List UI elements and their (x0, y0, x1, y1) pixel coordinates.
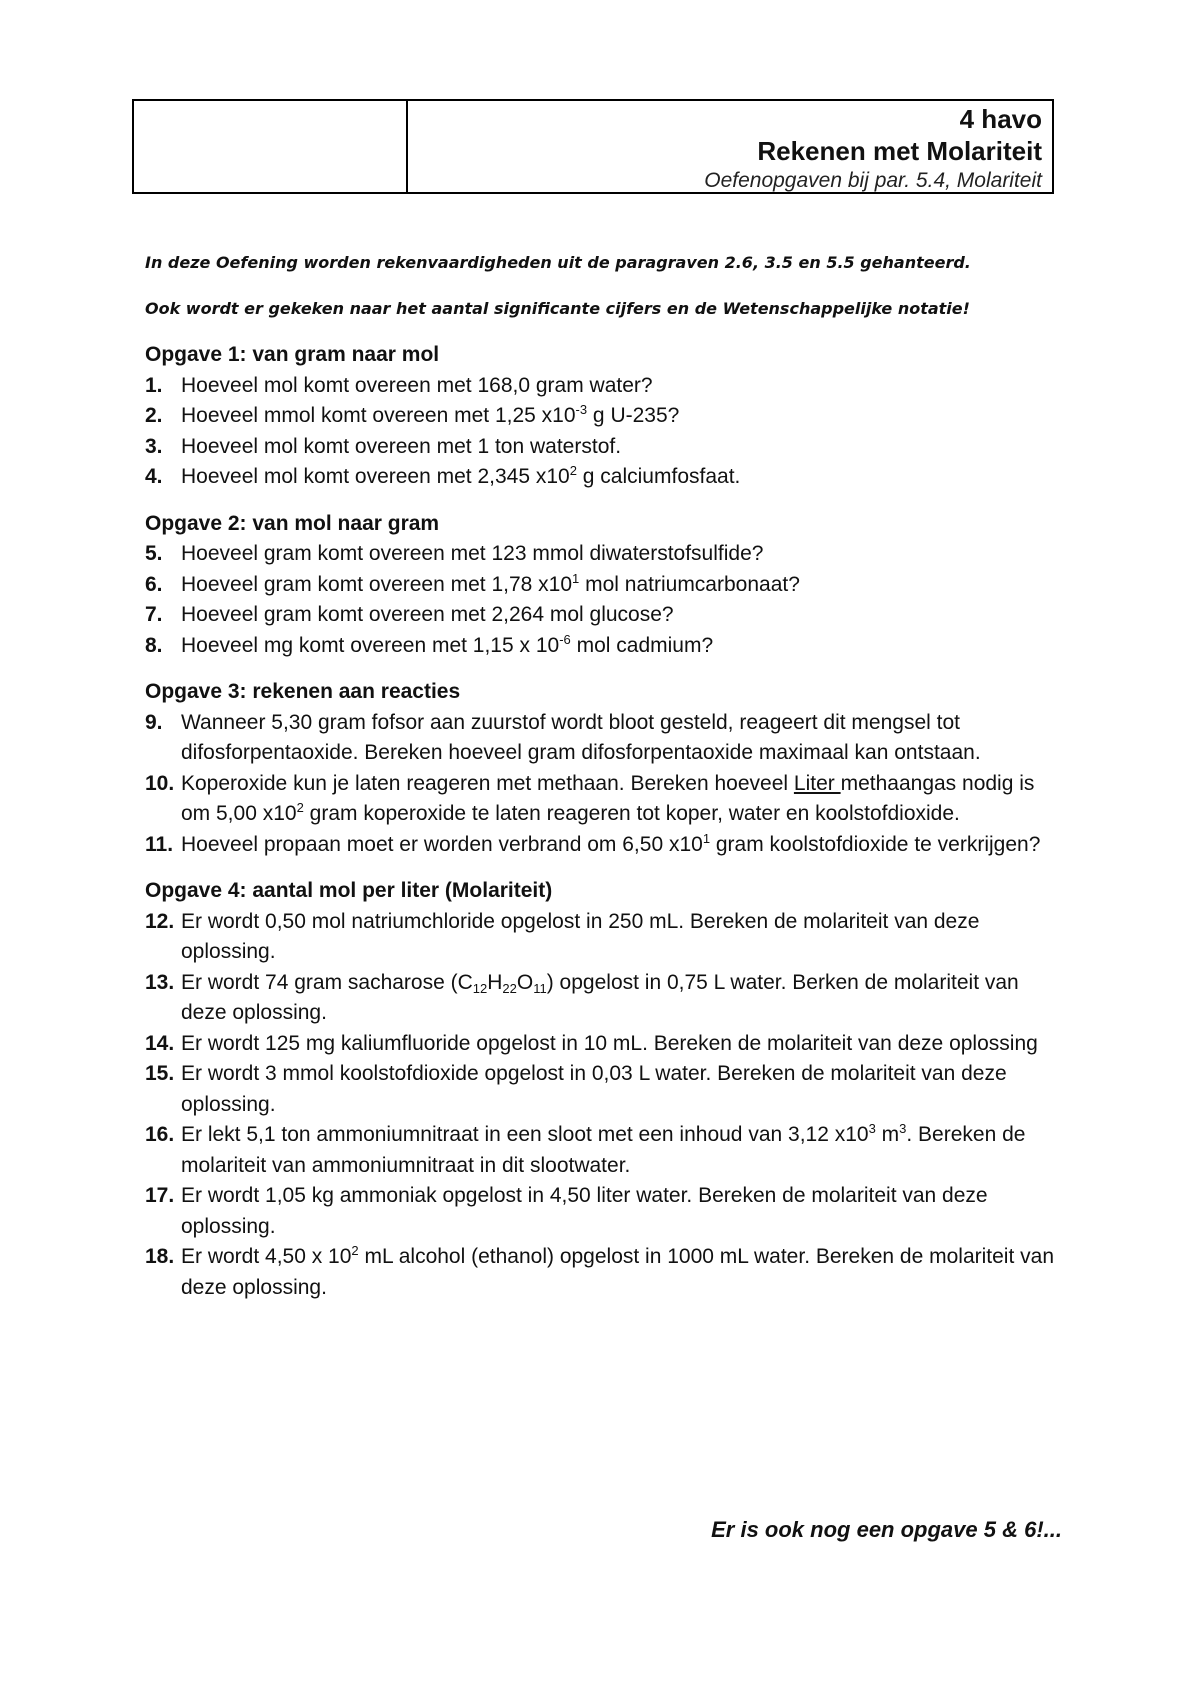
question-text: Wanneer 5,30 gram fofsor aan zuurstof wordt bloot gesteld, reageert dit mengsel tot difosforpentaoxide. Bereken hoeveel gram difosforpentaoxide maximaal kan ontstaan. (181, 710, 981, 764)
question-number: 15. (145, 1062, 175, 1085)
question-text: Er wordt 0,50 mol natriumchloride opgelost in 250 mL. Bereken de molariteit van deze oplossing. (181, 909, 980, 963)
question-number: 7. (145, 603, 163, 626)
header-title-cell (408, 101, 1052, 192)
question-6 (145, 570, 1065, 601)
question-text: Er wordt 4,50 x $10^2$ mL alcohol (ethanol) opgelost in 1000 mL water. Bereken de molariteit van deze oplossing. (181, 1243, 1054, 1299)
question-number: 14. (145, 1031, 175, 1055)
question-text: Hoeveel mmol komt overeen met 1,25 $x10^{-3}$ g U-235? (181, 402, 680, 427)
section-title: Opgave 1: van gram naar mol (145, 343, 440, 366)
question-12 (145, 907, 1065, 968)
question-17 (145, 1181, 1065, 1242)
question-text: Hoeveel gram komt overeen met 123 mmol diwaterstofsulfide? (181, 542, 764, 565)
question-number: 18. (145, 1245, 175, 1268)
question-number: 5. (145, 542, 163, 565)
exercise-content (145, 340, 1065, 1319)
question-text: Hoeveel gram komt overeen met 2,264 mol glucose? (181, 603, 674, 626)
intro-line-2: Ook wordt er gekeken naar het aantal significante cijfers en de Wetenschappelijke notatie! (145, 299, 970, 318)
question-number: 11. (145, 832, 174, 856)
question-text: Hoeveel gram komt overeen met 1,78 $x10^1$ mol natriumcarbonaat? (181, 570, 800, 596)
question-11 (145, 830, 1065, 861)
section-title: Opgave 3: rekenen aan reacties (145, 680, 461, 703)
section-4 (145, 876, 1065, 1303)
section-3 (145, 677, 1065, 860)
question-8 (145, 631, 1065, 662)
question-number: 4. (145, 465, 163, 488)
header-logo-cell (134, 101, 408, 192)
question-number: 1. (145, 373, 163, 397)
question-number: 12. (145, 909, 175, 933)
section-title: Opgave 2: van mol naar gram (145, 511, 440, 535)
header-table (132, 99, 1054, 194)
question-16 (145, 1120, 1065, 1181)
question-9 (145, 708, 1065, 769)
page-subtitle: Oefenopgaven bij par. 5.4, Molariteit (704, 169, 1042, 192)
question-text: Er wordt 3 mmol koolstofdioxide opgelost in 0,03 L water. Bereken de molariteit van deze oplossing. (181, 1062, 1007, 1116)
question-14 (145, 1029, 1065, 1060)
question-number: 9. (145, 710, 163, 734)
question-number: 13. (145, 970, 175, 994)
question-text: Hoeveel mol komt overeen met 1 ton waterstof. (181, 434, 622, 458)
question-text: Hoeveel mol komt overeen met 168,0 gram water? (181, 373, 653, 397)
question-text: Er lekt 5,1 ton ammoniumnitraat in een sloot met een inhoud van 3,12 $x10^3$ $m^3$. Bereken de molariteit van ammoniumnitraat in dit slootwater. (181, 1121, 1026, 1177)
question-15 (145, 1059, 1065, 1120)
footer-note: Er is ook nog een opgave 5 & 6!... (711, 1517, 1062, 1542)
question-10 (145, 769, 1065, 830)
question-5 (145, 539, 1065, 570)
question-13 (145, 968, 1065, 1029)
question-text: Hoeveel propaan moet er worden verbrand om 6,50 $x10^1$ gram koolstofdioxide te verkrijgen? (181, 830, 1041, 856)
question-number: 16. (145, 1123, 175, 1146)
question-1 (145, 371, 1065, 402)
question-7 (145, 600, 1065, 631)
question-text: Koperoxide kun je laten reageren met methaan. Bereken hoeveel Liter methaangas nodig is om 5,00 $x10^2$ gram koperoxide te laten reageren tot koper, water en koolstofdioxide. (181, 771, 1035, 825)
question-text: Er wordt 1,05 kg ammoniak opgelost in 4,50 liter water. Bereken de molariteit van deze oplossing. (181, 1184, 988, 1238)
question-2 (145, 401, 1065, 432)
question-text: Hoeveel mg komt overeen met 1,15 x $10^{-6}$ mol cadmium? (181, 631, 714, 657)
question-18 (145, 1242, 1065, 1303)
class-level: 4 havo (959, 104, 1042, 134)
question-number: 6. (145, 572, 163, 596)
question-3 (145, 432, 1065, 463)
section-2 (145, 509, 1065, 662)
intro-line-1: In deze Oefening worden rekenvaardigheden uit de paragraven 2.6, 3.5 en 5.5 gehanteerd. (145, 253, 971, 272)
question-number: 8. (145, 633, 163, 657)
question-4 (145, 462, 1065, 493)
question-text: Er wordt 125 mg kaliumfluoride opgelost in 10 mL. Bereken de molariteit van deze oplossing (181, 1031, 1038, 1055)
question-text: Hoeveel mol komt overeen met 2,345 $x10^2$ g calciumfosfaat. (181, 463, 741, 488)
section-title: Opgave 4: aantal mol per liter (Molariteit) (145, 879, 553, 902)
page-title: Rekenen met Molariteit (757, 136, 1042, 166)
question-number: 3. (145, 434, 163, 458)
question-number: 17. (145, 1184, 175, 1207)
question-number: 2. (145, 404, 163, 427)
question-number: 10. (145, 771, 175, 795)
question-text: Er wordt 74 gram sacharose $(C_{12}H_{22}O_{11})$ opgelost in 0,75 L water. Berken de molariteit van deze oplossing. (181, 970, 1019, 1024)
section-1 (145, 340, 1065, 493)
